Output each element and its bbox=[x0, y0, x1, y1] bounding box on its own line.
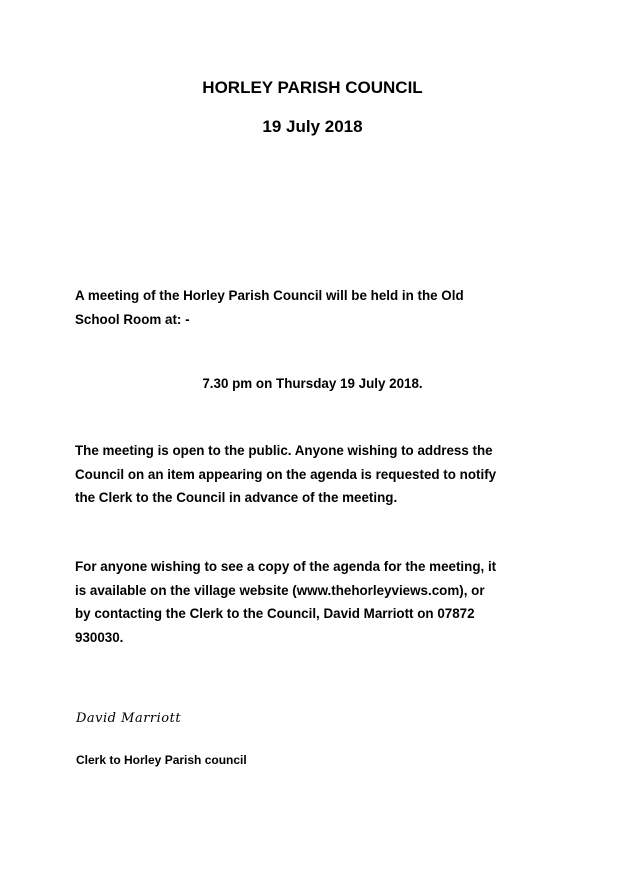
text-line: is available on the village website (www.thehorleyviews.com), or bbox=[75, 582, 485, 598]
text-line: For anyone wishing to see a copy of the agenda for the meeting, it bbox=[75, 559, 497, 574]
intro-paragraph bbox=[75, 284, 464, 331]
text-line: Council on an item appearing on the agenda is requested to notify bbox=[75, 466, 497, 482]
signatory-role: Clerk to Horley Parish council bbox=[76, 753, 247, 767]
text-line: the Clerk to the Council in advance of the meeting. bbox=[75, 490, 398, 505]
meeting-time: 7.30 pm on Thursday 19 July 2018. bbox=[202, 376, 423, 391]
document-title: HORLEY PARISH COUNCIL bbox=[202, 78, 423, 97]
text-line: The meeting is open to the public. Anyone wishing to address the bbox=[75, 443, 493, 458]
public-paragraph bbox=[75, 439, 496, 510]
signature: David Marriott bbox=[76, 711, 182, 726]
text-line: by contacting the Clerk to the Council, David Marriott on 07872 bbox=[75, 606, 475, 621]
text-line: School Room at: - bbox=[75, 311, 190, 327]
text-line: A meeting of the Horley Parish Council will be held in the Old bbox=[75, 288, 464, 303]
document-date: 19 July 2018 bbox=[262, 117, 363, 136]
agenda-paragraph bbox=[75, 555, 496, 649]
text-line: 930030. bbox=[75, 629, 124, 645]
